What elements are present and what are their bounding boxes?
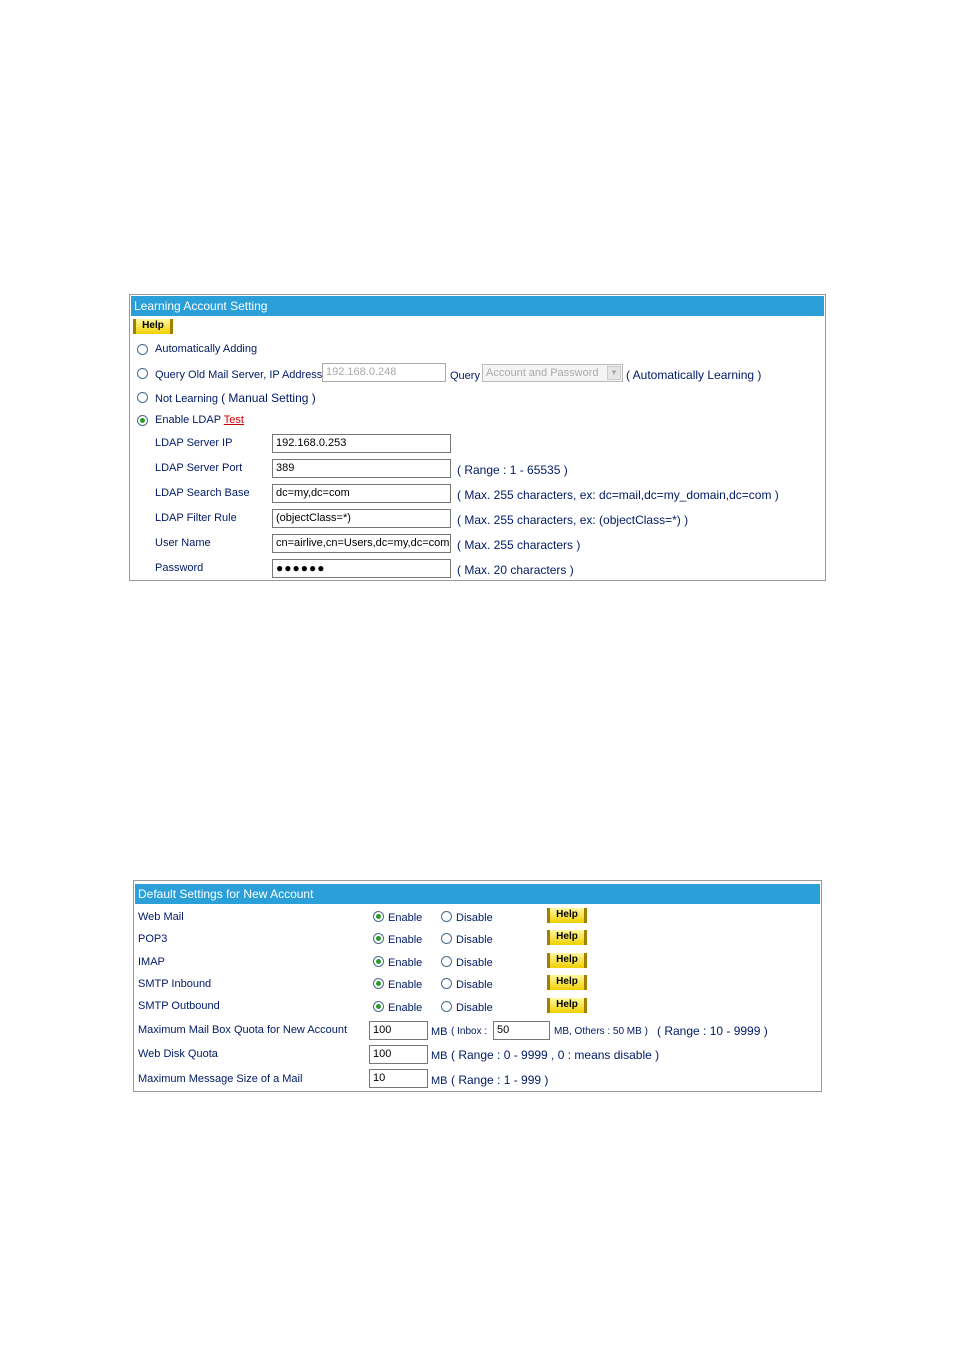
learning-help-button[interactable]: Help (133, 319, 173, 334)
msg-input[interactable]: 10 (369, 1069, 428, 1088)
field-label-ldap-search-base: LDAP Search Base (155, 487, 250, 499)
learning-account-panel (129, 294, 826, 581)
learning-panel-title: Learning Account Setting (131, 296, 824, 316)
smtp-inbound-disable-label: Disable (456, 979, 493, 991)
imap-help-button[interactable]: Help (547, 953, 587, 968)
pop3-disable-label: Disable (456, 934, 493, 946)
password-hint: ( Max. 20 characters ) (457, 563, 574, 577)
smtp-inbound-enable-label: Enable (388, 979, 423, 991)
pop3-disable-radio[interactable] (441, 933, 452, 944)
quota-label: Maximum Mail Box Quota for New Account (138, 1024, 348, 1036)
ldap-filter-rule-input[interactable]: (objectClass=*) (272, 509, 451, 528)
label-enable-ldap (155, 414, 244, 426)
smtp-outbound-enable-radio[interactable] (373, 1001, 384, 1012)
web-mail-enable-radio[interactable] (373, 911, 384, 922)
smtp-outbound-enable-label: Enable (388, 1002, 423, 1014)
web-mail-disable-radio[interactable] (441, 911, 452, 922)
service-label-pop3: POP3 (138, 933, 168, 945)
field-label-user-name: User Name (155, 537, 211, 549)
chevron-down-icon: ▼ (607, 366, 621, 380)
pop3-enable-label: Enable (388, 934, 423, 946)
disk-input[interactable]: 100 (369, 1045, 428, 1064)
ldap-search-base-input[interactable]: dc=my,dc=com (272, 484, 451, 503)
disk-label: Web Disk Quota (138, 1048, 218, 1060)
smtp-outbound-help-button[interactable]: Help (547, 998, 587, 1013)
query-hint: ( Automatically Learning ) (626, 368, 762, 382)
ldap-search-base-hint: ( Max. 255 characters, ex: dc=mail,dc=my_domain,dc=com ) (457, 488, 779, 502)
service-label-imap: IMAP (138, 956, 165, 968)
imap-enable-radio[interactable] (373, 956, 384, 967)
msg-label: Maximum Message Size of a Mail (138, 1073, 303, 1085)
msg-unit: MB (431, 1075, 448, 1087)
label-not-learning-text: Not Learning (155, 393, 218, 405)
imap-disable-radio[interactable] (441, 956, 452, 967)
quota-inbox-label: ( Inbox : (451, 1026, 488, 1037)
msg-range: ( Range : 1 - 999 ) (451, 1073, 549, 1087)
web-mail-enable-label: Enable (388, 912, 423, 924)
radio-enable-ldap[interactable] (137, 415, 148, 426)
field-label-ldap-server-ip: LDAP Server IP (155, 437, 233, 449)
query-type-select[interactable] (482, 364, 623, 382)
label-enable-ldap-text: Enable LDAP (155, 414, 221, 426)
label-not-learning-hint: ( Manual Setting ) (221, 391, 316, 405)
web-mail-help-button[interactable]: Help (547, 908, 587, 923)
user-name-hint: ( Max. 255 characters ) (457, 538, 581, 552)
disk-range: ( Range : 0 - 9999 , 0 : means disable ) (451, 1048, 660, 1062)
service-label-smtp-inbound: SMTP Inbound (138, 978, 212, 990)
radio-not-learning[interactable] (137, 392, 148, 403)
label-query: Query (450, 370, 480, 382)
imap-enable-label: Enable (388, 957, 423, 969)
query-type-value: Account and Password (486, 367, 599, 379)
radio-automatically-adding[interactable] (137, 344, 148, 355)
disk-unit: MB (431, 1050, 448, 1062)
radio-query-old-mail-server[interactable] (137, 368, 148, 379)
ldap-filter-rule-hint: ( Max. 255 characters, ex: (objectClass=*) ) (457, 513, 689, 527)
user-name-input[interactable]: cn=airlive,cn=Users,dc=my,dc=com (272, 534, 451, 553)
quota-others: MB, Others : 50 MB ) (554, 1026, 648, 1037)
ldap-server-port-input[interactable]: 389 (272, 459, 451, 478)
smtp-outbound-disable-label: Disable (456, 1002, 493, 1014)
query-ip-input[interactable]: 192.168.0.248 (322, 363, 446, 382)
quota-unit: MB (431, 1026, 448, 1038)
pop3-enable-radio[interactable] (373, 933, 384, 944)
ldap-server-port-hint: ( Range : 1 - 65535 ) (457, 463, 568, 477)
ldap-server-ip-input[interactable]: 192.168.0.253 (272, 434, 451, 453)
label-not-learning (155, 391, 316, 405)
field-label-ldap-server-port: LDAP Server Port (155, 462, 243, 474)
imap-disable-label: Disable (456, 957, 493, 969)
smtp-inbound-disable-radio[interactable] (441, 978, 452, 989)
pop3-help-button[interactable]: Help (547, 930, 587, 945)
smtp-outbound-disable-radio[interactable] (441, 1001, 452, 1012)
label-query-old-mail-server: Query Old Mail Server, IP Address (155, 369, 323, 381)
default-settings-panel (133, 880, 822, 1092)
defaults-panel-title: Default Settings for New Account (135, 884, 820, 904)
password-input[interactable]: ●●●●●● (272, 559, 451, 578)
ldap-test-link[interactable]: Test (223, 414, 244, 426)
label-automatically-adding: Automatically Adding (155, 343, 258, 355)
quota-inbox-input[interactable]: 50 (493, 1021, 550, 1040)
quota-input[interactable]: 100 (369, 1021, 428, 1040)
web-mail-disable-label: Disable (456, 912, 493, 924)
field-label-ldap-filter-rule: LDAP Filter Rule (155, 512, 237, 524)
service-label-smtp-outbound: SMTP Outbound (138, 1000, 220, 1012)
smtp-inbound-enable-radio[interactable] (373, 978, 384, 989)
service-label-web-mail: Web Mail (138, 911, 184, 923)
quota-range: ( Range : 10 - 9999 ) (657, 1024, 768, 1038)
smtp-inbound-help-button[interactable]: Help (547, 975, 587, 990)
field-label-password: Password (155, 562, 204, 574)
